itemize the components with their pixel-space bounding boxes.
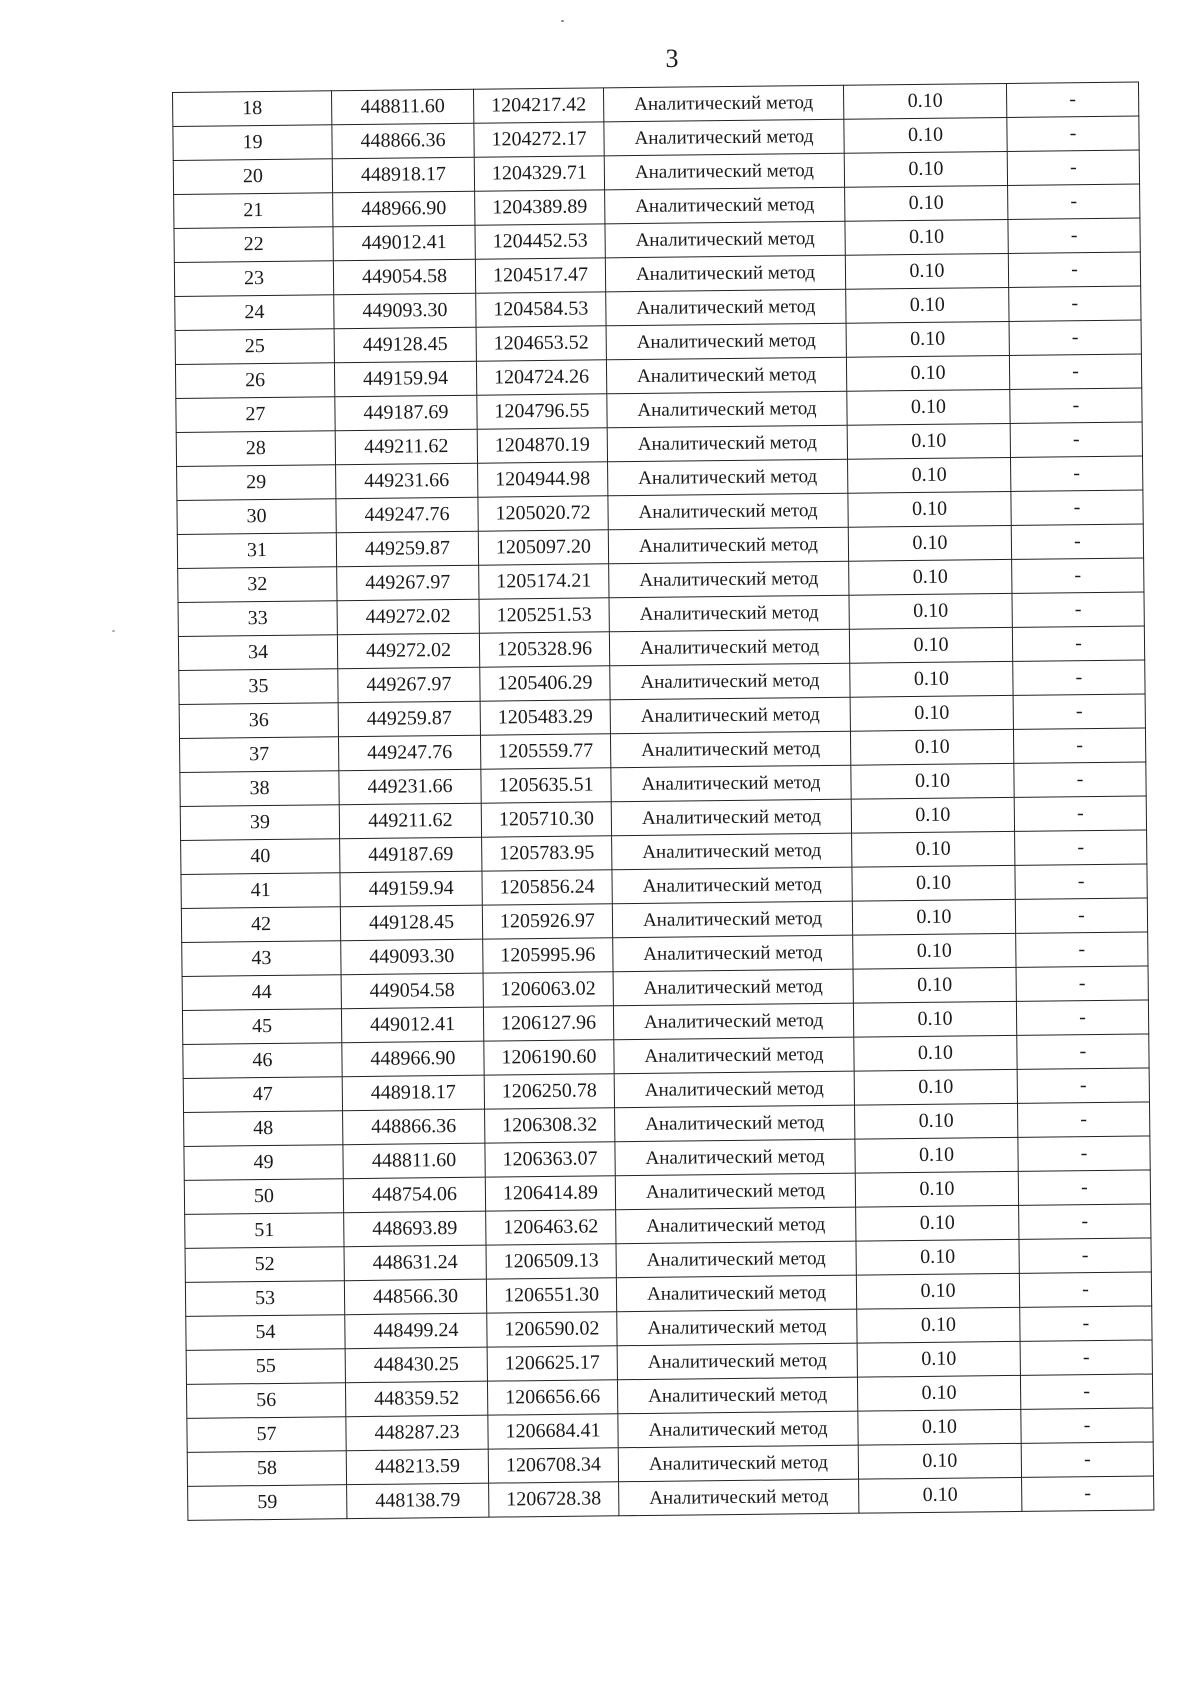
description-cell: - xyxy=(1009,354,1141,389)
point-number-cell: 43 xyxy=(182,941,341,977)
y-coordinate-cell: 1204870.19 xyxy=(477,428,607,463)
x-coordinate-cell: 449093.30 xyxy=(334,293,476,329)
point-number-cell: 39 xyxy=(180,805,339,841)
description-cell: - xyxy=(1015,898,1147,933)
method-cell: Аналитический метод xyxy=(610,663,850,700)
x-coordinate-cell: 449128.45 xyxy=(334,327,476,363)
description-cell: - xyxy=(1020,1374,1152,1409)
description-cell: - xyxy=(1019,1238,1151,1273)
accuracy-cell: 0.10 xyxy=(859,1477,1022,1513)
y-coordinate-cell: 1205406.29 xyxy=(480,666,610,701)
description-cell: - xyxy=(1010,422,1142,457)
method-cell: Аналитический метод xyxy=(612,867,852,904)
x-coordinate-cell: 449231.66 xyxy=(336,463,478,499)
method-cell: Аналитический метод xyxy=(616,1275,856,1312)
description-cell: - xyxy=(1022,1476,1154,1511)
x-coordinate-cell: 449267.97 xyxy=(337,565,479,601)
point-number-cell: 33 xyxy=(178,601,337,637)
description-cell: - xyxy=(1012,592,1144,627)
x-coordinate-cell: 449272.02 xyxy=(337,599,479,635)
accuracy-cell: 0.10 xyxy=(856,1205,1019,1241)
description-cell: - xyxy=(1015,830,1147,865)
x-coordinate-cell: 449128.45 xyxy=(340,905,482,941)
point-number-cell: 29 xyxy=(177,465,336,501)
y-coordinate-cell: 1205020.72 xyxy=(478,496,608,531)
point-number-cell: 48 xyxy=(184,1111,343,1147)
accuracy-cell: 0.10 xyxy=(846,321,1009,357)
y-coordinate-cell: 1204452.53 xyxy=(475,224,605,259)
method-cell: Аналитический метод xyxy=(612,833,852,870)
point-number-cell: 57 xyxy=(187,1417,346,1453)
scan-speck xyxy=(112,630,115,632)
x-coordinate-cell: 448966.90 xyxy=(342,1041,484,1077)
method-cell: Аналитический метод xyxy=(606,289,846,326)
y-coordinate-cell: 1205635.51 xyxy=(481,768,611,803)
y-coordinate-cell: 1204796.55 xyxy=(477,394,607,429)
point-number-cell: 59 xyxy=(188,1485,347,1521)
x-coordinate-cell: 449012.41 xyxy=(333,225,475,261)
point-number-cell: 53 xyxy=(185,1281,344,1317)
method-cell: Аналитический метод xyxy=(611,765,851,802)
x-coordinate-cell: 448754.06 xyxy=(343,1177,485,1213)
y-coordinate-cell: 1205251.53 xyxy=(479,598,609,633)
method-cell: Аналитический метод xyxy=(614,1037,854,1074)
point-number-cell: 38 xyxy=(180,771,339,807)
description-cell: - xyxy=(1011,490,1143,525)
x-coordinate-cell: 448287.23 xyxy=(346,1415,488,1451)
description-cell: - xyxy=(1008,184,1140,219)
coordinates-table-body xyxy=(173,82,1154,1520)
y-coordinate-cell: 1204272.17 xyxy=(474,122,604,157)
x-coordinate-cell: 448966.90 xyxy=(333,191,475,227)
accuracy-cell: 0.10 xyxy=(850,729,1013,765)
method-cell: Аналитический метод xyxy=(612,901,852,938)
method-cell: Аналитический метод xyxy=(616,1207,856,1244)
point-number-cell: 52 xyxy=(185,1247,344,1283)
description-cell: - xyxy=(1014,796,1146,831)
accuracy-cell: 0.10 xyxy=(849,593,1012,629)
description-cell: - xyxy=(1017,1102,1149,1137)
coordinates-table xyxy=(172,82,1154,1521)
method-cell: Аналитический метод xyxy=(613,969,853,1006)
accuracy-cell: 0.10 xyxy=(856,1273,1019,1309)
point-number-cell: 51 xyxy=(185,1213,344,1249)
accuracy-cell: 0.10 xyxy=(847,389,1010,425)
accuracy-cell: 0.10 xyxy=(846,355,1009,391)
description-cell: - xyxy=(1007,116,1139,151)
accuracy-cell: 0.10 xyxy=(845,253,1008,289)
x-coordinate-cell: 448213.59 xyxy=(346,1449,488,1485)
point-number-cell: 32 xyxy=(178,567,337,603)
description-cell: - xyxy=(1009,320,1141,355)
point-number-cell: 35 xyxy=(179,669,338,705)
description-cell: - xyxy=(1021,1408,1153,1443)
accuracy-cell: 0.10 xyxy=(848,491,1011,527)
y-coordinate-cell: 1204724.26 xyxy=(476,360,606,395)
y-coordinate-cell: 1205856.24 xyxy=(482,870,612,905)
point-number-cell: 46 xyxy=(183,1043,342,1079)
accuracy-cell: 0.10 xyxy=(855,1103,1018,1139)
x-coordinate-cell: 448359.52 xyxy=(345,1381,487,1417)
method-cell: Аналитический метод xyxy=(611,799,851,836)
point-number-cell: 55 xyxy=(186,1349,345,1385)
accuracy-cell: 0.10 xyxy=(857,1375,1020,1411)
accuracy-cell: 0.10 xyxy=(858,1443,1021,1479)
x-coordinate-cell: 449159.94 xyxy=(334,361,476,397)
y-coordinate-cell: 1206551.30 xyxy=(486,1278,616,1313)
y-coordinate-cell: 1206590.02 xyxy=(487,1312,617,1347)
x-coordinate-cell: 449054.58 xyxy=(341,973,483,1009)
method-cell: Аналитический метод xyxy=(604,153,844,190)
method-cell: Аналитический метод xyxy=(619,1479,859,1516)
method-cell: Аналитический метод xyxy=(618,1411,858,1448)
point-number-cell: 56 xyxy=(186,1383,345,1419)
description-cell: - xyxy=(1008,252,1140,287)
x-coordinate-cell: 449211.62 xyxy=(339,803,481,839)
x-coordinate-cell: 449187.69 xyxy=(335,395,477,431)
description-cell: - xyxy=(1016,1000,1148,1035)
description-cell: - xyxy=(1015,864,1147,899)
point-number-cell: 25 xyxy=(175,329,334,365)
description-cell: - xyxy=(1014,762,1146,797)
accuracy-cell: 0.10 xyxy=(849,627,1012,663)
method-cell: Аналитический метод xyxy=(605,221,845,258)
y-coordinate-cell: 1205783.95 xyxy=(482,836,612,871)
x-coordinate-cell: 449159.94 xyxy=(340,871,482,907)
x-coordinate-cell: 448918.17 xyxy=(332,157,474,193)
description-cell: - xyxy=(1021,1442,1153,1477)
method-cell: Аналитический метод xyxy=(605,255,845,292)
description-cell: - xyxy=(1018,1136,1150,1171)
accuracy-cell: 0.10 xyxy=(847,423,1010,459)
accuracy-cell: 0.10 xyxy=(854,1035,1017,1071)
description-cell: - xyxy=(1011,524,1143,559)
point-number-cell: 22 xyxy=(174,227,333,263)
point-number-cell: 49 xyxy=(184,1145,343,1181)
method-cell: Аналитический метод xyxy=(615,1139,855,1176)
y-coordinate-cell: 1205328.96 xyxy=(479,632,609,667)
coordinates-table-wrapper xyxy=(172,82,1154,1521)
y-coordinate-cell: 1204944.98 xyxy=(478,462,608,497)
x-coordinate-cell: 449259.87 xyxy=(336,531,478,567)
x-coordinate-cell: 448811.60 xyxy=(343,1143,485,1179)
x-coordinate-cell: 449012.41 xyxy=(341,1007,483,1043)
x-coordinate-cell: 448866.36 xyxy=(343,1109,485,1145)
point-number-cell: 23 xyxy=(174,261,333,297)
y-coordinate-cell: 1206308.32 xyxy=(485,1108,615,1143)
x-coordinate-cell: 449211.62 xyxy=(335,429,477,465)
y-coordinate-cell: 1205483.29 xyxy=(480,700,610,735)
accuracy-cell: 0.10 xyxy=(852,865,1015,901)
y-coordinate-cell: 1204217.42 xyxy=(473,88,603,123)
x-coordinate-cell: 448866.36 xyxy=(332,123,474,159)
x-coordinate-cell: 448499.24 xyxy=(345,1313,487,1349)
method-cell: Аналитический метод xyxy=(617,1309,857,1346)
method-cell: Аналитический метод xyxy=(608,527,848,564)
point-number-cell: 26 xyxy=(175,363,334,399)
method-cell: Аналитический метод xyxy=(607,425,847,462)
method-cell: Аналитический метод xyxy=(615,1173,855,1210)
point-number-cell: 50 xyxy=(184,1179,343,1215)
method-cell: Аналитический метод xyxy=(607,391,847,428)
point-number-cell: 40 xyxy=(181,839,340,875)
accuracy-cell: 0.10 xyxy=(853,933,1016,969)
point-number-cell: 24 xyxy=(175,295,334,331)
accuracy-cell: 0.10 xyxy=(850,695,1013,731)
y-coordinate-cell: 1206708.34 xyxy=(488,1448,618,1483)
accuracy-cell: 0.10 xyxy=(852,899,1015,935)
description-cell: - xyxy=(1016,966,1148,1001)
accuracy-cell: 0.10 xyxy=(857,1341,1020,1377)
method-cell: Аналитический метод xyxy=(603,85,843,122)
x-coordinate-cell: 448693.89 xyxy=(344,1211,486,1247)
description-cell: - xyxy=(1020,1306,1152,1341)
accuracy-cell: 0.10 xyxy=(850,661,1013,697)
description-cell: - xyxy=(1010,388,1142,423)
description-cell: - xyxy=(1016,932,1148,967)
method-cell: Аналитический метод xyxy=(617,1377,857,1414)
description-cell: - xyxy=(1007,150,1139,185)
y-coordinate-cell: 1204329.71 xyxy=(474,156,604,191)
y-coordinate-cell: 1206684.41 xyxy=(488,1414,618,1449)
y-coordinate-cell: 1205710.30 xyxy=(481,802,611,837)
description-cell: - xyxy=(1018,1170,1150,1205)
accuracy-cell: 0.10 xyxy=(845,219,1008,255)
point-number-cell: 27 xyxy=(176,397,335,433)
y-coordinate-cell: 1206414.89 xyxy=(485,1176,615,1211)
description-cell: - xyxy=(1006,82,1138,117)
accuracy-cell: 0.10 xyxy=(844,117,1007,153)
description-cell: - xyxy=(1017,1068,1149,1103)
point-number-cell: 44 xyxy=(182,975,341,1011)
point-number-cell: 41 xyxy=(181,873,340,909)
x-coordinate-cell: 449247.76 xyxy=(338,735,480,771)
method-cell: Аналитический метод xyxy=(608,459,848,496)
method-cell: Аналитический метод xyxy=(606,357,846,394)
accuracy-cell: 0.10 xyxy=(855,1171,1018,1207)
y-coordinate-cell: 1205174.21 xyxy=(479,564,609,599)
description-cell: - xyxy=(1011,456,1143,491)
y-coordinate-cell: 1204517.47 xyxy=(475,258,605,293)
y-coordinate-cell: 1204389.89 xyxy=(475,190,605,225)
y-coordinate-cell: 1206728.38 xyxy=(489,1482,619,1517)
point-number-cell: 30 xyxy=(177,499,336,535)
y-coordinate-cell: 1204653.52 xyxy=(476,326,606,361)
description-cell: - xyxy=(1008,218,1140,253)
x-coordinate-cell: 449267.97 xyxy=(338,667,480,703)
y-coordinate-cell: 1206625.17 xyxy=(487,1346,617,1381)
description-cell: - xyxy=(1012,626,1144,661)
y-coordinate-cell: 1205995.96 xyxy=(483,938,613,973)
accuracy-cell: 0.10 xyxy=(846,287,1009,323)
description-cell: - xyxy=(1013,660,1145,695)
x-coordinate-cell: 449247.76 xyxy=(336,497,478,533)
method-cell: Аналитический метод xyxy=(606,323,846,360)
description-cell: - xyxy=(1019,1272,1151,1307)
description-cell: - xyxy=(1020,1340,1152,1375)
accuracy-cell: 0.10 xyxy=(857,1307,1020,1343)
accuracy-cell: 0.10 xyxy=(853,1001,1016,1037)
accuracy-cell: 0.10 xyxy=(852,831,1015,867)
accuracy-cell: 0.10 xyxy=(845,185,1008,221)
accuracy-cell: 0.10 xyxy=(855,1137,1018,1173)
point-number-cell: 36 xyxy=(179,703,338,739)
point-number-cell: 19 xyxy=(173,125,332,161)
page-number: 3 xyxy=(665,44,680,73)
x-coordinate-cell: 448138.79 xyxy=(347,1483,489,1519)
y-coordinate-cell: 1206190.60 xyxy=(484,1040,614,1075)
method-cell: Аналитический метод xyxy=(617,1343,857,1380)
description-cell: - xyxy=(1017,1034,1149,1069)
point-number-cell: 47 xyxy=(183,1077,342,1113)
method-cell: Аналитический метод xyxy=(608,493,848,530)
point-number-cell: 54 xyxy=(186,1315,345,1351)
point-number-cell: 21 xyxy=(174,193,333,229)
y-coordinate-cell: 1206509.13 xyxy=(486,1244,616,1279)
y-coordinate-cell: 1206656.66 xyxy=(487,1380,617,1415)
y-coordinate-cell: 1206250.78 xyxy=(484,1074,614,1109)
description-cell: - xyxy=(1013,694,1145,729)
y-coordinate-cell: 1205926.97 xyxy=(482,904,612,939)
point-number-cell: 18 xyxy=(173,91,332,127)
method-cell: Аналитический метод xyxy=(615,1105,855,1142)
method-cell: Аналитический метод xyxy=(609,629,849,666)
x-coordinate-cell: 449272.02 xyxy=(337,633,479,669)
point-number-cell: 20 xyxy=(173,159,332,195)
y-coordinate-cell: 1206363.07 xyxy=(485,1142,615,1177)
accuracy-cell: 0.10 xyxy=(854,1069,1017,1105)
accuracy-cell: 0.10 xyxy=(853,967,1016,1003)
x-coordinate-cell: 448631.24 xyxy=(344,1245,486,1281)
y-coordinate-cell: 1205097.20 xyxy=(478,530,608,565)
description-cell: - xyxy=(1013,728,1145,763)
x-coordinate-cell: 449093.30 xyxy=(341,939,483,975)
y-coordinate-cell: 1206063.02 xyxy=(483,972,613,1007)
y-coordinate-cell: 1206463.62 xyxy=(486,1210,616,1245)
method-cell: Аналитический метод xyxy=(610,697,850,734)
x-coordinate-cell: 448918.17 xyxy=(342,1075,484,1111)
method-cell: Аналитический метод xyxy=(604,119,844,156)
accuracy-cell: 0.10 xyxy=(851,797,1014,833)
point-number-cell: 45 xyxy=(182,1009,341,1045)
point-number-cell: 37 xyxy=(179,737,338,773)
point-number-cell: 58 xyxy=(187,1451,346,1487)
description-cell: - xyxy=(1009,286,1141,321)
point-number-cell: 28 xyxy=(176,431,335,467)
method-cell: Аналитический метод xyxy=(616,1241,856,1278)
method-cell: Аналитический метод xyxy=(613,1003,853,1040)
scan-speck xyxy=(561,20,564,22)
method-cell: Аналитический метод xyxy=(610,731,850,768)
method-cell: Аналитический метод xyxy=(609,561,849,598)
x-coordinate-cell: 449231.66 xyxy=(339,769,481,805)
method-cell: Аналитический метод xyxy=(613,935,853,972)
accuracy-cell: 0.10 xyxy=(858,1409,1021,1445)
y-coordinate-cell: 1204584.53 xyxy=(476,292,606,327)
accuracy-cell: 0.10 xyxy=(848,525,1011,561)
method-cell: Аналитический метод xyxy=(605,187,845,224)
accuracy-cell: 0.10 xyxy=(856,1239,1019,1275)
accuracy-cell: 0.10 xyxy=(844,151,1007,187)
x-coordinate-cell: 448430.25 xyxy=(345,1347,487,1383)
y-coordinate-cell: 1206127.96 xyxy=(483,1006,613,1041)
point-number-cell: 31 xyxy=(177,533,336,569)
method-cell: Аналитический метод xyxy=(614,1071,854,1108)
point-number-cell: 42 xyxy=(181,907,340,943)
description-cell: - xyxy=(1012,558,1144,593)
method-cell: Аналитический метод xyxy=(618,1445,858,1482)
description-cell: - xyxy=(1019,1204,1151,1239)
accuracy-cell: 0.10 xyxy=(851,763,1014,799)
x-coordinate-cell: 448566.30 xyxy=(344,1279,486,1315)
x-coordinate-cell: 449187.69 xyxy=(340,837,482,873)
accuracy-cell: 0.10 xyxy=(849,559,1012,595)
x-coordinate-cell: 449054.58 xyxy=(333,259,475,295)
point-number-cell: 34 xyxy=(178,635,337,671)
y-coordinate-cell: 1205559.77 xyxy=(480,734,610,769)
accuracy-cell: 0.10 xyxy=(843,83,1006,119)
accuracy-cell: 0.10 xyxy=(848,457,1011,493)
method-cell: Аналитический метод xyxy=(609,595,849,632)
x-coordinate-cell: 449259.87 xyxy=(338,701,480,737)
x-coordinate-cell: 448811.60 xyxy=(331,89,473,125)
